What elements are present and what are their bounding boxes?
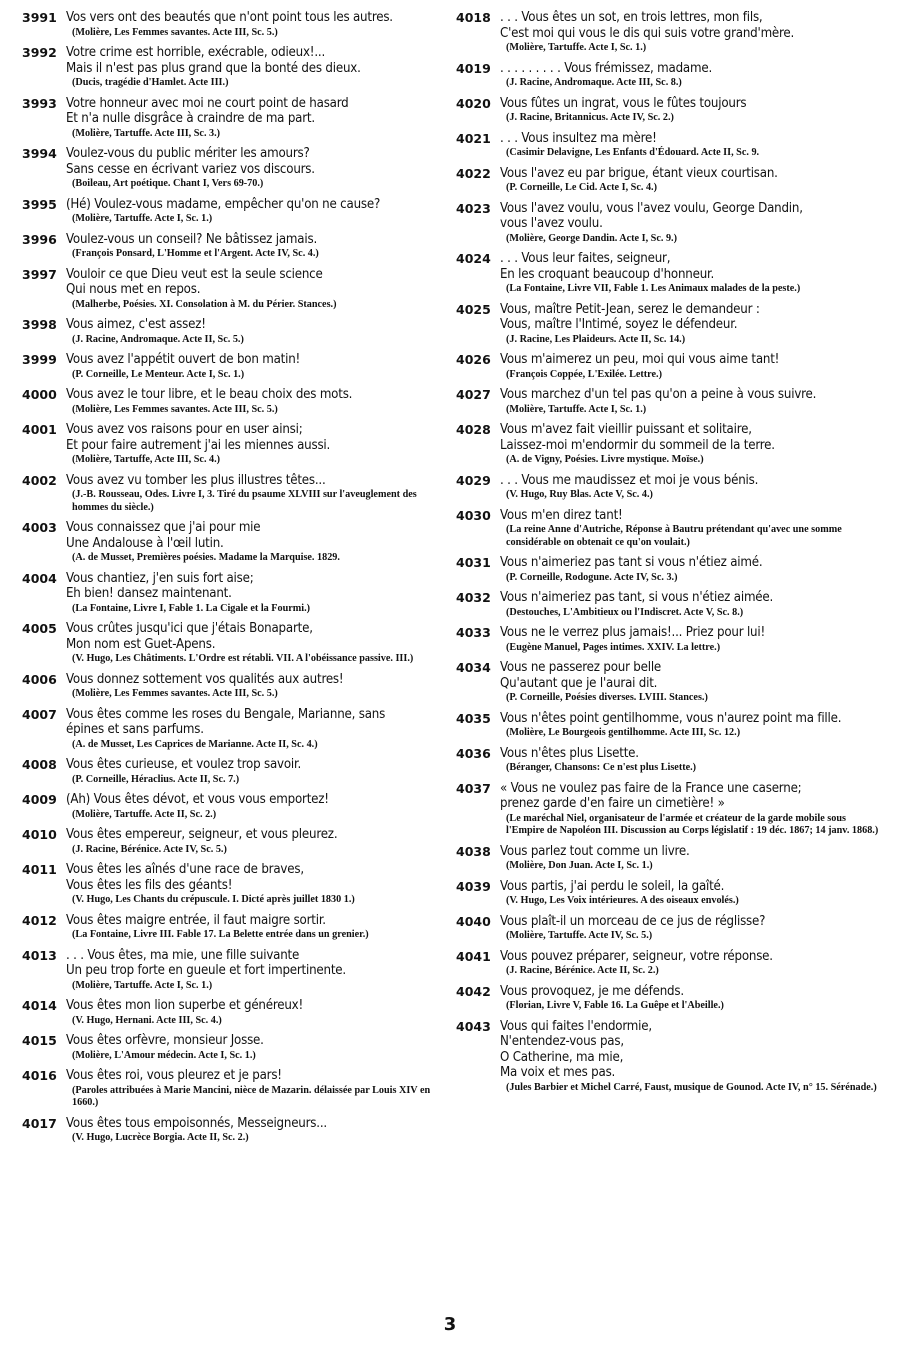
quote-line: Vous plaît-il un morceau de ce jus de réglisse? (500, 913, 766, 929)
quote-line: Vous êtes comme les roses du Bengale, Marianne, sans (66, 706, 386, 722)
quote-entry (22, 520, 447, 565)
quote-line: Vous m'en direz tant! (500, 507, 623, 523)
quote-line: (Hé) Voulez-vous madame, empêcher qu'on ne cause? (66, 196, 381, 212)
quote-line: (Ah) Vous êtes dévot, et vous vous emportez! (66, 792, 329, 807)
quote-entry (456, 949, 881, 978)
quote-source: (La Fontaine, Livre III. Fable 17. La Belette entrée dans un grenier.) (72, 929, 369, 940)
quote-number: 4017 (22, 1115, 57, 1131)
quote-source: (François Ponsard, L'Homme et l'Argent. Acte IV, Sc. 4.) (72, 248, 319, 259)
quote-line: Mon nom est Guet-Apens. (66, 636, 216, 652)
quote-number: 4005 (22, 621, 57, 636)
quote-line: Vous avez le tour libre, et le beau choix des mots. (66, 387, 353, 402)
quote-number: 4020 (456, 95, 491, 111)
quote-number: 4038 (456, 843, 491, 859)
quote-line: Vous crûtes jusqu'ici que j'étais Bonaparte, (66, 621, 313, 636)
quote-entry (22, 913, 447, 942)
quote-number: 4024 (456, 251, 491, 266)
quote-line: Vous êtes les aînés d'une race de braves, (66, 862, 304, 877)
quote-entry (22, 1068, 447, 1110)
quote-number: 4023 (456, 200, 491, 216)
quote-number: 4004 (22, 570, 57, 586)
quote-entry (456, 844, 881, 873)
quote-source: (V. Hugo, Les Chants du crépuscule. I. Dicté après juillet 1830 1.) (72, 894, 355, 905)
quote-source: (J. Racine, Bérénice. Acte IV, Sc. 5.) (72, 843, 227, 855)
quote-entry (456, 711, 881, 740)
quote-line: Vous avez l'appétit ouvert de bon matin! (66, 352, 301, 367)
quote-line: « Vous ne voulez pas faire de la France une caserne; (500, 780, 802, 796)
quote-line: . . . Vous êtes un sot, en trois lettres, mon fils, (500, 10, 763, 25)
quote-source: (Molière, Tartuffe. Acte I, Sc. 1.) (506, 42, 647, 53)
quote-line: Une Andalouse à l'œil lutin. (66, 535, 224, 551)
quote-source: (La Fontaine, Livre VII, Fable 1. Les Animaux malades de la peste.) (506, 283, 801, 294)
quote-entry (456, 508, 881, 550)
quote-entry (22, 352, 447, 381)
quote-entry (22, 707, 447, 752)
quote-number: 4030 (456, 507, 491, 523)
quote-number: 4019 (456, 60, 491, 76)
quote-source: (Malherbe, Poésies. XI. Consolation à M. du Périer. Stances.) (72, 298, 337, 310)
quote-source: (A. de Musset, Les Caprices de Marianne. Acte II, Sc. 4.) (72, 738, 318, 750)
quote-line: Voulez-vous du public mériter les amours? (66, 146, 310, 161)
quote-source: (Molière, Les Femmes savantes. Acte III, Sc. 5.) (72, 688, 278, 699)
quote-source: (Molière, Les Femmes savantes. Acte III, Sc. 5.) (72, 26, 278, 38)
quote-source: (La reine Anne d'Autriche, Réponse à Bautru prétendant qu'avec une somme considérable on obtenait ce qu'on voulait.) (506, 524, 842, 548)
quote-number: 4002 (22, 472, 57, 488)
quote-number: 3991 (22, 10, 57, 25)
quote-source: (J. Racine, Les Plaideurs. Acte II, Sc. 14.) (506, 333, 686, 345)
quote-source: (J. Racine, Andromaque. Acte II, Sc. 5.) (72, 333, 244, 345)
quote-line: Vous n'êtes plus Lisette. (500, 745, 639, 761)
quote-number: 4029 (456, 472, 491, 488)
quote-number: 4016 (22, 1068, 57, 1083)
quote-line: Qui nous met en repos. (66, 282, 201, 297)
quote-line: Vous m'aimerez un peu, moi qui vous aime tant! (500, 352, 780, 367)
quote-entry (456, 555, 881, 584)
quote-source: (P. Corneille, Le Cid. Acte I, Sc. 4.) (506, 182, 657, 193)
quote-entry (22, 998, 447, 1027)
quote-source: (Jules Barbier et Michel Carré, Faust, musique de Gounod. Acte IV, n° 15. Sérénade.) (506, 1081, 877, 1093)
quote-entry (456, 251, 881, 296)
quote-entry (456, 61, 881, 90)
quote-entry (456, 473, 881, 502)
quote-entry (22, 45, 447, 90)
quote-number: 4025 (456, 301, 491, 317)
quote-entry (22, 621, 447, 666)
quote-line: . . . Vous êtes, ma mie, une fille suivante (66, 947, 300, 963)
quote-number: 3994 (22, 146, 57, 161)
quote-number: 4027 (456, 387, 491, 402)
quote-line: Vous partis, j'ai perdu le soleil, la gaîté. (500, 878, 725, 894)
quote-entry (456, 352, 881, 381)
quote-line: Vous ne passerez pour belle (500, 660, 662, 675)
quote-number: 3996 (22, 231, 57, 247)
quote-line: Un peu trop forte en gueule et fort impertinente. (66, 963, 346, 978)
quote-line: Vous êtes orfèvre, monsieur Josse. (66, 1033, 264, 1048)
quote-source: (J. Racine, Andromaque. Acte III, Sc. 8.) (506, 77, 682, 88)
quote-number: 4037 (456, 780, 491, 796)
quote-source: (Molière, Don Juan. Acte I, Sc. 1.) (506, 860, 653, 871)
quote-entry (22, 862, 447, 907)
quote-source: (Florian, Livre V, Fable 16. La Guêpe et l'Abeille.) (506, 1000, 724, 1011)
quote-line: Vous l'avez eu par brigue, étant vieux courtisan. (500, 165, 778, 181)
quote-line: Vous êtes empereur, seigneur, et vous pleurez. (66, 827, 338, 842)
quote-line: Vous chantiez, j'en suis fort aise; (66, 570, 254, 586)
quote-source: (J. Racine, Bérénice. Acte II, Sc. 2.) (506, 965, 659, 976)
quote-line: C'est moi qui vous le dis qui suis votre grand'mère. (500, 25, 795, 41)
quote-line: Vous qui faites l'endormie, (500, 1018, 652, 1034)
quote-entry (456, 166, 881, 195)
quote-entry (456, 914, 881, 943)
quote-line: Vous connaissez que j'ai pour mie (66, 520, 261, 535)
quote-number: 4032 (456, 590, 491, 605)
quote-line: N'entendez-vous pas, (500, 1034, 624, 1049)
quote-entry (456, 302, 881, 347)
quote-entry (22, 757, 447, 786)
quote-source: (V. Hugo, Lucrèce Borgia. Acte II, Sc. 2.) (72, 1132, 249, 1143)
quote-entry (456, 10, 881, 55)
quote-line: Vous pouvez préparer, seigneur, votre réponse. (500, 948, 773, 964)
quote-number: 3997 (22, 266, 57, 282)
quote-number: 4026 (456, 352, 491, 367)
quote-number: 4008 (22, 757, 57, 772)
quote-entry (456, 590, 881, 619)
page-number: 3 (443, 1314, 457, 1335)
quote-source: (V. Hugo, Les Châtiments. L'Ordre est rétabli. VII. A l'obéissance passive. III.) (72, 653, 414, 664)
quote-line: Vous m'avez fait vieillir puissant et solitaire, (500, 422, 752, 437)
quote-source: (Molière, Les Femmes savantes. Acte III, Sc. 5.) (72, 403, 278, 415)
quote-entry (22, 948, 447, 993)
quote-source: (Molière, Le Bourgeois gentilhomme. Acte III, Sc. 12.) (506, 727, 741, 738)
quote-source: (A. de Musset, Premières poésies. Madame la Marquise. 1829. (72, 552, 340, 563)
quote-number: 4006 (22, 671, 57, 687)
quote-entry (456, 984, 881, 1013)
quote-line: Vos vers ont des beautés que n'ont point tous les autres. (66, 10, 393, 25)
quote-line: Vouloir ce que Dieu veut est la seule science (66, 266, 323, 282)
quote-entry (456, 1019, 881, 1095)
quote-line: Voulez-vous un conseil? Ne bâtissez jamais. (66, 231, 318, 247)
quote-line: Votre honneur avec moi ne court point de hasard (66, 95, 349, 111)
quote-entry (456, 131, 881, 160)
quote-line: Vous êtes tous empoisonnés, Messeigneurs... (66, 1115, 327, 1131)
quote-line: vous l'avez voulu. (500, 216, 603, 231)
quote-number: 4012 (22, 912, 57, 928)
quote-source: (V. Hugo, Les Voix intérieures. A des oiseaux envolés.) (506, 895, 739, 906)
quote-line: prenez garde d'en faire un cimetière! » (500, 796, 725, 811)
quote-entry (456, 96, 881, 125)
quote-line: Vous n'aimeriez pas tant, si vous n'étiez aimée. (500, 590, 774, 605)
quote-entry (22, 197, 447, 226)
quote-entry (22, 10, 447, 39)
quote-source: (La Fontaine, Livre I, Fable 1. La Cigale et la Fourmi.) (72, 602, 311, 614)
quote-number: 4000 (22, 387, 57, 402)
quote-source: (P. Corneille, Héraclius. Acte II, Sc. 7.) (72, 773, 240, 785)
quote-entry (22, 571, 447, 616)
quote-line: . . . Vous me maudissez et moi je vous bénis. (500, 472, 759, 488)
quote-source: (V. Hugo, Ruy Blas. Acte V, Sc. 4.) (506, 489, 653, 500)
quote-source: (Molière, Tartuffe, Acte III, Sc. 4.) (72, 454, 221, 465)
quote-source: (Molière, George Dandin. Acte I, Sc. 9.) (506, 232, 677, 244)
quote-number: 4015 (22, 1033, 57, 1048)
quote-line: Et pour faire autrement j'ai les miennes aussi. (66, 437, 331, 453)
quote-line: Eh bien! dansez maintenant. (66, 586, 232, 601)
quote-number: 4035 (456, 710, 491, 726)
quote-line: . . . Vous insultez ma mère! (500, 130, 657, 146)
quote-entry (456, 201, 881, 246)
quote-line: Vous ne le verrez plus jamais!... Priez pour lui! (500, 625, 766, 640)
quote-source: (Molière, Tartuffe. Acte II, Sc. 2.) (72, 808, 217, 820)
quote-line: Sans cesse en écrivant variez vos discours. (66, 161, 315, 177)
quote-number: 3999 (22, 352, 57, 367)
quote-line: Vous êtes curieuse, et voulez trop savoir. (66, 757, 302, 772)
quote-source: (Destouches, L'Ambitieux ou l'Indiscret. Acte V, Sc. 8.) (506, 606, 744, 618)
quote-line: Vous êtes mon lion superbe et généreux! (66, 998, 304, 1013)
quote-number: 3993 (22, 95, 57, 111)
quote-line: Vous, maître Petit-Jean, serez le demandeur : (500, 301, 760, 317)
quote-entry (22, 672, 447, 701)
quote-line: Ma voix et mes pas. (500, 1065, 616, 1080)
quote-source: (François Coppée, L'Exilée. Lettre.) (506, 368, 662, 380)
quote-entry (22, 146, 447, 191)
quote-line: Vous l'avez voulu, vous l'avez voulu, George Dandin, (500, 200, 803, 216)
quote-source: (Casimir Delavigne, Les Enfants d'Édouard. Acte II, Sc. 9. (506, 147, 760, 158)
quote-line: Vous provoquez, je me défends. (500, 983, 684, 999)
quote-source: (Molière, L'Amour médecin. Acte I, Sc. 1.) (72, 1049, 256, 1061)
quote-source: (V. Hugo, Hernani. Acte III, Sc. 4.) (72, 1014, 222, 1026)
quote-entry (456, 387, 881, 416)
quote-source: (J. Racine, Britannicus. Acte IV, Sc. 2.) (506, 112, 674, 123)
quote-entry (456, 879, 881, 908)
quote-number: 4011 (22, 862, 57, 877)
quote-number: 3995 (22, 196, 57, 212)
quote-entry (22, 1033, 447, 1062)
quote-line: Vous aimez, c'est assez! (66, 317, 206, 332)
quote-number: 4001 (22, 422, 57, 437)
quote-source: (Béranger, Chansons: Ce n'est plus Lisette.) (506, 762, 697, 773)
quote-entry (22, 267, 447, 312)
quote-number: 4041 (456, 948, 491, 964)
quote-entry (22, 317, 447, 346)
quote-line: Vous parlez tout comme un livre. (500, 843, 690, 859)
quote-number: 4043 (456, 1018, 491, 1034)
quote-number: 3992 (22, 45, 57, 60)
quote-number: 3998 (22, 317, 57, 332)
quote-source: (J.-B. Rousseau, Odes. Livre I, 3. Tiré du psaume XLVIII sur l'aveuglement des hommes du siècle.) (72, 489, 417, 513)
quote-number: 4028 (456, 422, 491, 437)
quote-line: Et n'a nulle disgrâce à craindre de ma part. (66, 111, 315, 126)
quote-entry (456, 422, 881, 467)
quote-entry (22, 387, 447, 416)
quote-line: Vous donnez sottement vos qualités aux autres! (66, 671, 344, 687)
quote-number: 4040 (456, 913, 491, 929)
quote-line: . . . . . . . . . Vous frémissez, madame. (500, 60, 713, 76)
quote-number: 4034 (456, 660, 491, 675)
quote-source: (Molière, Tartuffe. Acte I, Sc. 1.) (72, 213, 213, 224)
quote-line: Laissez-moi m'endormir du sommeil de la terre. (500, 437, 775, 453)
quote-number: 4021 (456, 130, 491, 146)
quote-line: O Catherine, ma mie, (500, 1049, 624, 1065)
quote-entry (22, 827, 447, 856)
left-column (22, 10, 447, 1151)
quote-line: En les croquant beaucoup d'honneur. (500, 266, 715, 282)
quote-entry (22, 96, 447, 141)
quote-entry (22, 1116, 447, 1145)
quote-number: 4010 (22, 827, 57, 842)
quote-source: (P. Corneille, Rodogune. Acte IV, Sc. 3.) (506, 571, 678, 583)
quote-line: Vous êtes maigre entrée, il faut maigre sortir. (66, 912, 326, 928)
quote-entry (22, 422, 447, 467)
quote-line: épines et sans parfums. (66, 722, 204, 737)
quote-source: (Molière, Tartuffe. Acte I, Sc. 1.) (72, 979, 213, 991)
quote-line: Vous avez vu tomber les plus illustres têtes... (66, 472, 326, 488)
quote-entry (456, 746, 881, 775)
quote-number: 4009 (22, 792, 57, 807)
quote-source: (A. de Vigny, Poésies. Livre mystique. Moïse.) (506, 454, 704, 465)
quote-number: 4014 (22, 998, 57, 1013)
quote-source: (Molière, Tartuffe. Acte I, Sc. 1.) (506, 403, 647, 415)
quote-line: Votre crime est horrible, exécrable, odieux!... (66, 45, 326, 60)
quote-entry (456, 781, 881, 838)
right-column (456, 10, 881, 1100)
quote-number: 4039 (456, 878, 491, 894)
quote-source: (Le maréchal Niel, organisateur de l'armée et créateur de la garde mobile sous l'Empire de Napoléon III. Discussion au Corps législatif : 19 déc. 1867; 14 janv. 1868.) (506, 812, 879, 836)
quote-line: Qu'autant que je l'aurai dit. (500, 675, 658, 691)
quote-line: Vous avez vos raisons pour en user ainsi; (66, 422, 303, 437)
quote-number: 4003 (22, 520, 57, 535)
quote-number: 4018 (456, 10, 491, 25)
quote-line: Vous êtes roi, vous pleurez et je pars! (66, 1068, 282, 1083)
quote-number: 4033 (456, 625, 491, 640)
quote-source: (Eugène Manuel, Pages intimes. XXIV. La lettre.) (506, 641, 721, 653)
quote-number: 4013 (22, 947, 57, 963)
quote-line: Vous n'aimeriez pas tant si vous n'étiez aimé. (500, 555, 763, 570)
quote-line: Vous êtes les fils des géants! (66, 877, 233, 893)
quote-source: (P. Corneille, Le Menteur. Acte I, Sc. 1.) (72, 368, 245, 380)
quote-source: (Molière, Tartuffe. Acte IV, Sc. 5.) (506, 930, 653, 941)
quote-line: . . . Vous leur faites, seigneur, (500, 251, 671, 266)
quote-line: Vous n'êtes point gentilhomme, vous n'aurez point ma fille. (500, 710, 842, 726)
quote-number: 4031 (456, 555, 491, 570)
quote-source: (Ducis, tragédie d'Hamlet. Acte III.) (72, 77, 229, 88)
quote-source: (Paroles attribuées à Marie Mancini, nièce de Mazarin. délaissée par Louis XIV en 1660.) (72, 1084, 431, 1108)
quote-entry (456, 660, 881, 705)
quote-line: Mais il n'est pas plus grand que la bonté des dieux. (66, 60, 361, 76)
quote-number: 4036 (456, 745, 491, 761)
quote-entry (456, 625, 881, 654)
quote-entry (22, 473, 447, 515)
quote-source: (Boileau, Art poétique. Chant I, Vers 69-70.) (72, 178, 264, 189)
quote-entry (22, 792, 447, 821)
quote-number: 4022 (456, 165, 491, 181)
quote-number: 4007 (22, 706, 57, 722)
quote-line: Vous fûtes un ingrat, vous le fûtes toujours (500, 95, 747, 111)
quote-line: Vous marchez d'un tel pas qu'on a peine à vous suivre. (500, 387, 817, 402)
quote-source: (Molière, Tartuffe. Acte III, Sc. 3.) (72, 127, 221, 139)
quote-line: Vous, maître l'Intimé, soyez le défendeur. (500, 317, 738, 332)
quote-entry (22, 232, 447, 261)
quote-number: 4042 (456, 983, 491, 999)
quote-source: (P. Corneille, Poésies diverses. LVIII. Stances.) (506, 692, 708, 703)
